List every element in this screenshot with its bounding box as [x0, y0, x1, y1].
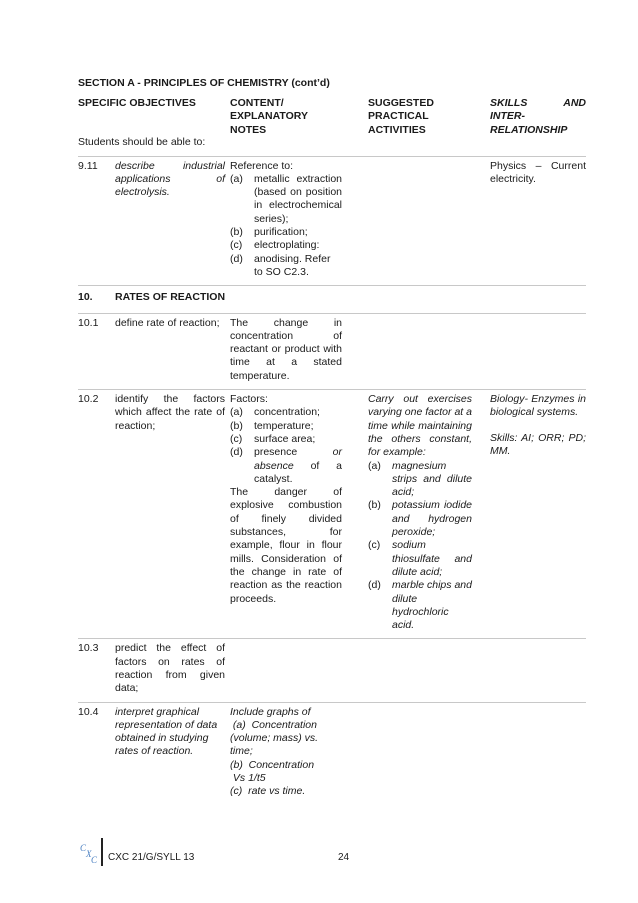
list-item: (b) potassium iodide and hydrogen peroxide; [368, 499, 472, 539]
activity-intro: Carry out exercises varying one factor at a time while maintaining the others constant, for example: [368, 393, 472, 459]
objective-text: define rate of reaction; [115, 316, 220, 329]
skills-text: Biology- Enzymes in biological systems. [490, 393, 586, 419]
svg-text:C: C [80, 843, 87, 853]
list-item: (b) temperature; [230, 419, 314, 432]
header-skills: SKILLS AND INTER- RELATIONSHIP [490, 97, 586, 136]
table-row [78, 390, 586, 639]
objective-text: interpret graphical representation of data obtained in studying rates of reaction. [115, 705, 218, 758]
list-item: (d) presence or absence of a catalyst. [230, 446, 343, 485]
list-item: (d) anodising. Refer to SO C2.3. [230, 252, 331, 278]
content-list [230, 406, 368, 486]
header-specific-objectives: SPECIFIC OBJECTIVES [78, 97, 196, 109]
table-row [78, 156, 586, 286]
section-number: 10. [78, 291, 93, 304]
content-intro: Factors: [230, 393, 268, 406]
cxc-logo-icon [80, 842, 98, 864]
content-text: The change in concentration of reactant or product with time at a stated temperature. [230, 316, 342, 382]
table-row [78, 702, 586, 805]
skills-codes: Skills: AI; ORR; PD; MM. [490, 431, 586, 457]
list-item: (b) purification; [230, 226, 308, 239]
content-text: Include graphs of (a) Concentration (volume; mass) vs. time; (b) Concentration Vs 1/t5 (c) rate vs time. [230, 705, 322, 798]
skills-text: Physics – Current electricity. [490, 159, 586, 185]
list-item: (c) sodium thiosulfate and dilute acid; [368, 539, 472, 578]
header-content: CONTENT/ EXPLANATORY NOTES [230, 97, 308, 136]
list-item: (c) surface area; [230, 432, 316, 445]
section-heading: RATES OF REACTION [115, 291, 226, 304]
table-row [78, 313, 586, 389]
page-footer [80, 838, 350, 868]
list-item: (a) concentration; [230, 406, 320, 419]
objective-number: 10.1 [78, 316, 99, 329]
list-item: (a) magnesium strips and dilute acid; [368, 459, 472, 499]
objective-number: 10.3 [78, 642, 99, 655]
section-title: SECTION A - PRINCIPLES OF CHEMISTRY (cont’d) [78, 77, 330, 89]
objective-number: 9.11 [78, 159, 98, 172]
objective-text: identify the factors which affect the rate of reaction; [115, 393, 225, 432]
content-list [230, 173, 368, 279]
content-intro: Reference to: [230, 159, 294, 172]
syllabus-table [78, 94, 586, 805]
header-activities: SUGGESTED PRACTICAL ACTIVITIES [368, 97, 434, 136]
page-number: 24 [338, 852, 350, 863]
list-item: (d) marble chips and dilute hydrochloric acid. [368, 579, 472, 632]
list-item: (c) electroplating: [230, 239, 320, 252]
students-note: Students should be able to: [78, 136, 206, 149]
list-item: (a) metallic extraction (based on position in electrochemical series); [230, 172, 342, 225]
footer-divider [101, 838, 103, 866]
activity-list [368, 460, 490, 633]
svg-text:C: C [91, 855, 98, 864]
table-row [78, 639, 586, 702]
section-heading-row [78, 286, 586, 313]
content-note: The danger of explosive combustion of finely divided substances, for example, flour in flour mills. Consideration of the change in rate of reaction as the reaction proceeds. [230, 486, 342, 605]
objective-number: 10.4 [78, 705, 99, 718]
svg-text:X: X [86, 849, 92, 859]
objective-text: predict the effect of factors on rates of reaction from given data; [115, 642, 225, 695]
objective-number: 10.2 [78, 393, 99, 406]
table-header-row [78, 94, 586, 156]
syllabus-code: CXC 21/G/SYLL 13 [108, 852, 195, 863]
objective-text: describe industrial applications of electrolysis. [115, 159, 225, 199]
